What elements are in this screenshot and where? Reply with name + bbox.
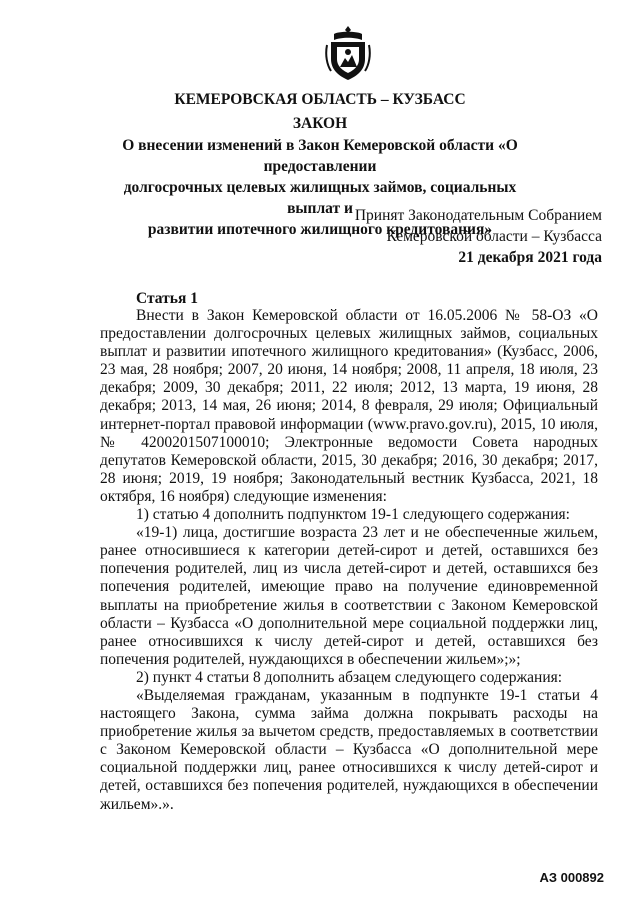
law-title-line: долгосрочных целевых жилищных займов, социальных выплат и [123, 179, 517, 217]
article-paragraph: «19-1) лица, достигшие возраста 23 лет и не обеспеченные жильем, ранее относившиеся к категории детей-сирот и детей, оставшихся без попечения родителей, лиц из числа детей-сирот и детей, оставшихся без попечения родителей, имеющие право на получение единовременной выплаты на приобретение жилья в соответствии с Законом Кемеровской области – Кузбасса «О дополнительной мере социальной поддержки лиц, ранее относившихся к числу детей-сирот и детей, оставшихся без попечения родителей, нуждающихся в обеспечении жильем»;»; [100, 524, 598, 668]
adoption-date: 21 декабря 2021 года [458, 249, 602, 266]
form-code: АЗ 000892 [539, 870, 604, 885]
law-title-line: О внесении изменений в Закон Кемеровской области «О предоставлении [122, 137, 518, 175]
article-paragraph: 2) пункт 4 статьи 8 дополнить абзацем следующего содержания: [136, 668, 563, 686]
adoption-line: Принят Законодательным Собранием [354, 207, 602, 224]
coat-of-arms-icon [325, 25, 371, 81]
article-paragraph: 1) статью 4 дополнить подпунктом 19-1 следующего содержания: [136, 506, 570, 524]
article-paragraph: «Выделяемая гражданам, указанным в подпункте 19-1 статьи 4 настоящего Закона, сумма займа должна покрывать расходы на приобретение жилья за вычетом средств, предоставляемых в соответствии с Законом Кемеровской области – Кузбасса «О дополнительной мере социальной поддержки лиц, ранее относившихся к числу детей-сирот и детей, оставшихся без попечения родителей, нуждающихся в обеспечении жильем».». [100, 686, 598, 813]
region-name: КЕМЕРОВСКАЯ ОБЛАСТЬ – КУЗБАСС [174, 91, 466, 108]
article-heading: Статья 1 [136, 290, 198, 307]
adoption-block [355, 205, 602, 268]
document-type: ЗАКОН [292, 115, 348, 132]
adoption-line: Кемеровской области – Кузбасса [386, 228, 602, 245]
law-title-line: развитии ипотечного жилищного кредитования» [147, 221, 493, 238]
article-paragraph: Внести в Закон Кемеровской области от 16.05.2006 № 58-ОЗ «О предоставлении долгосрочных целевых жилищных займов, социальных выплат и развитии ипотечного жилищного кредитования» (Кузбасс, 2006, 23 мая, 28 ноября; 2007, 20 июня, 14 ноября; 2008, 11 апреля, 18 июля, 23 декабря; 2009, 30 декабря; 2011, 22 июля; 2012, 13 марта, 19 июня, 28 декабря; 2013, 14 мая, 26 июня; 2014, 8 февраля, 29 июля; Официальный интернет-портал правовой информации (www.pravo.gov.ru), 2015, 10 июля, № 4200201507100010; Электронные ведомости Совета народных депутатов Кемеровской области, 2015, 30 декабря; 2016, 30 декабря; 2017, 28 июня; 2019, 19 ноября; Законодательный вестник Кузбасса, 2021, 18 октября, 16 ноября) следующие изменения: [100, 307, 598, 505]
article-body [100, 307, 598, 814]
